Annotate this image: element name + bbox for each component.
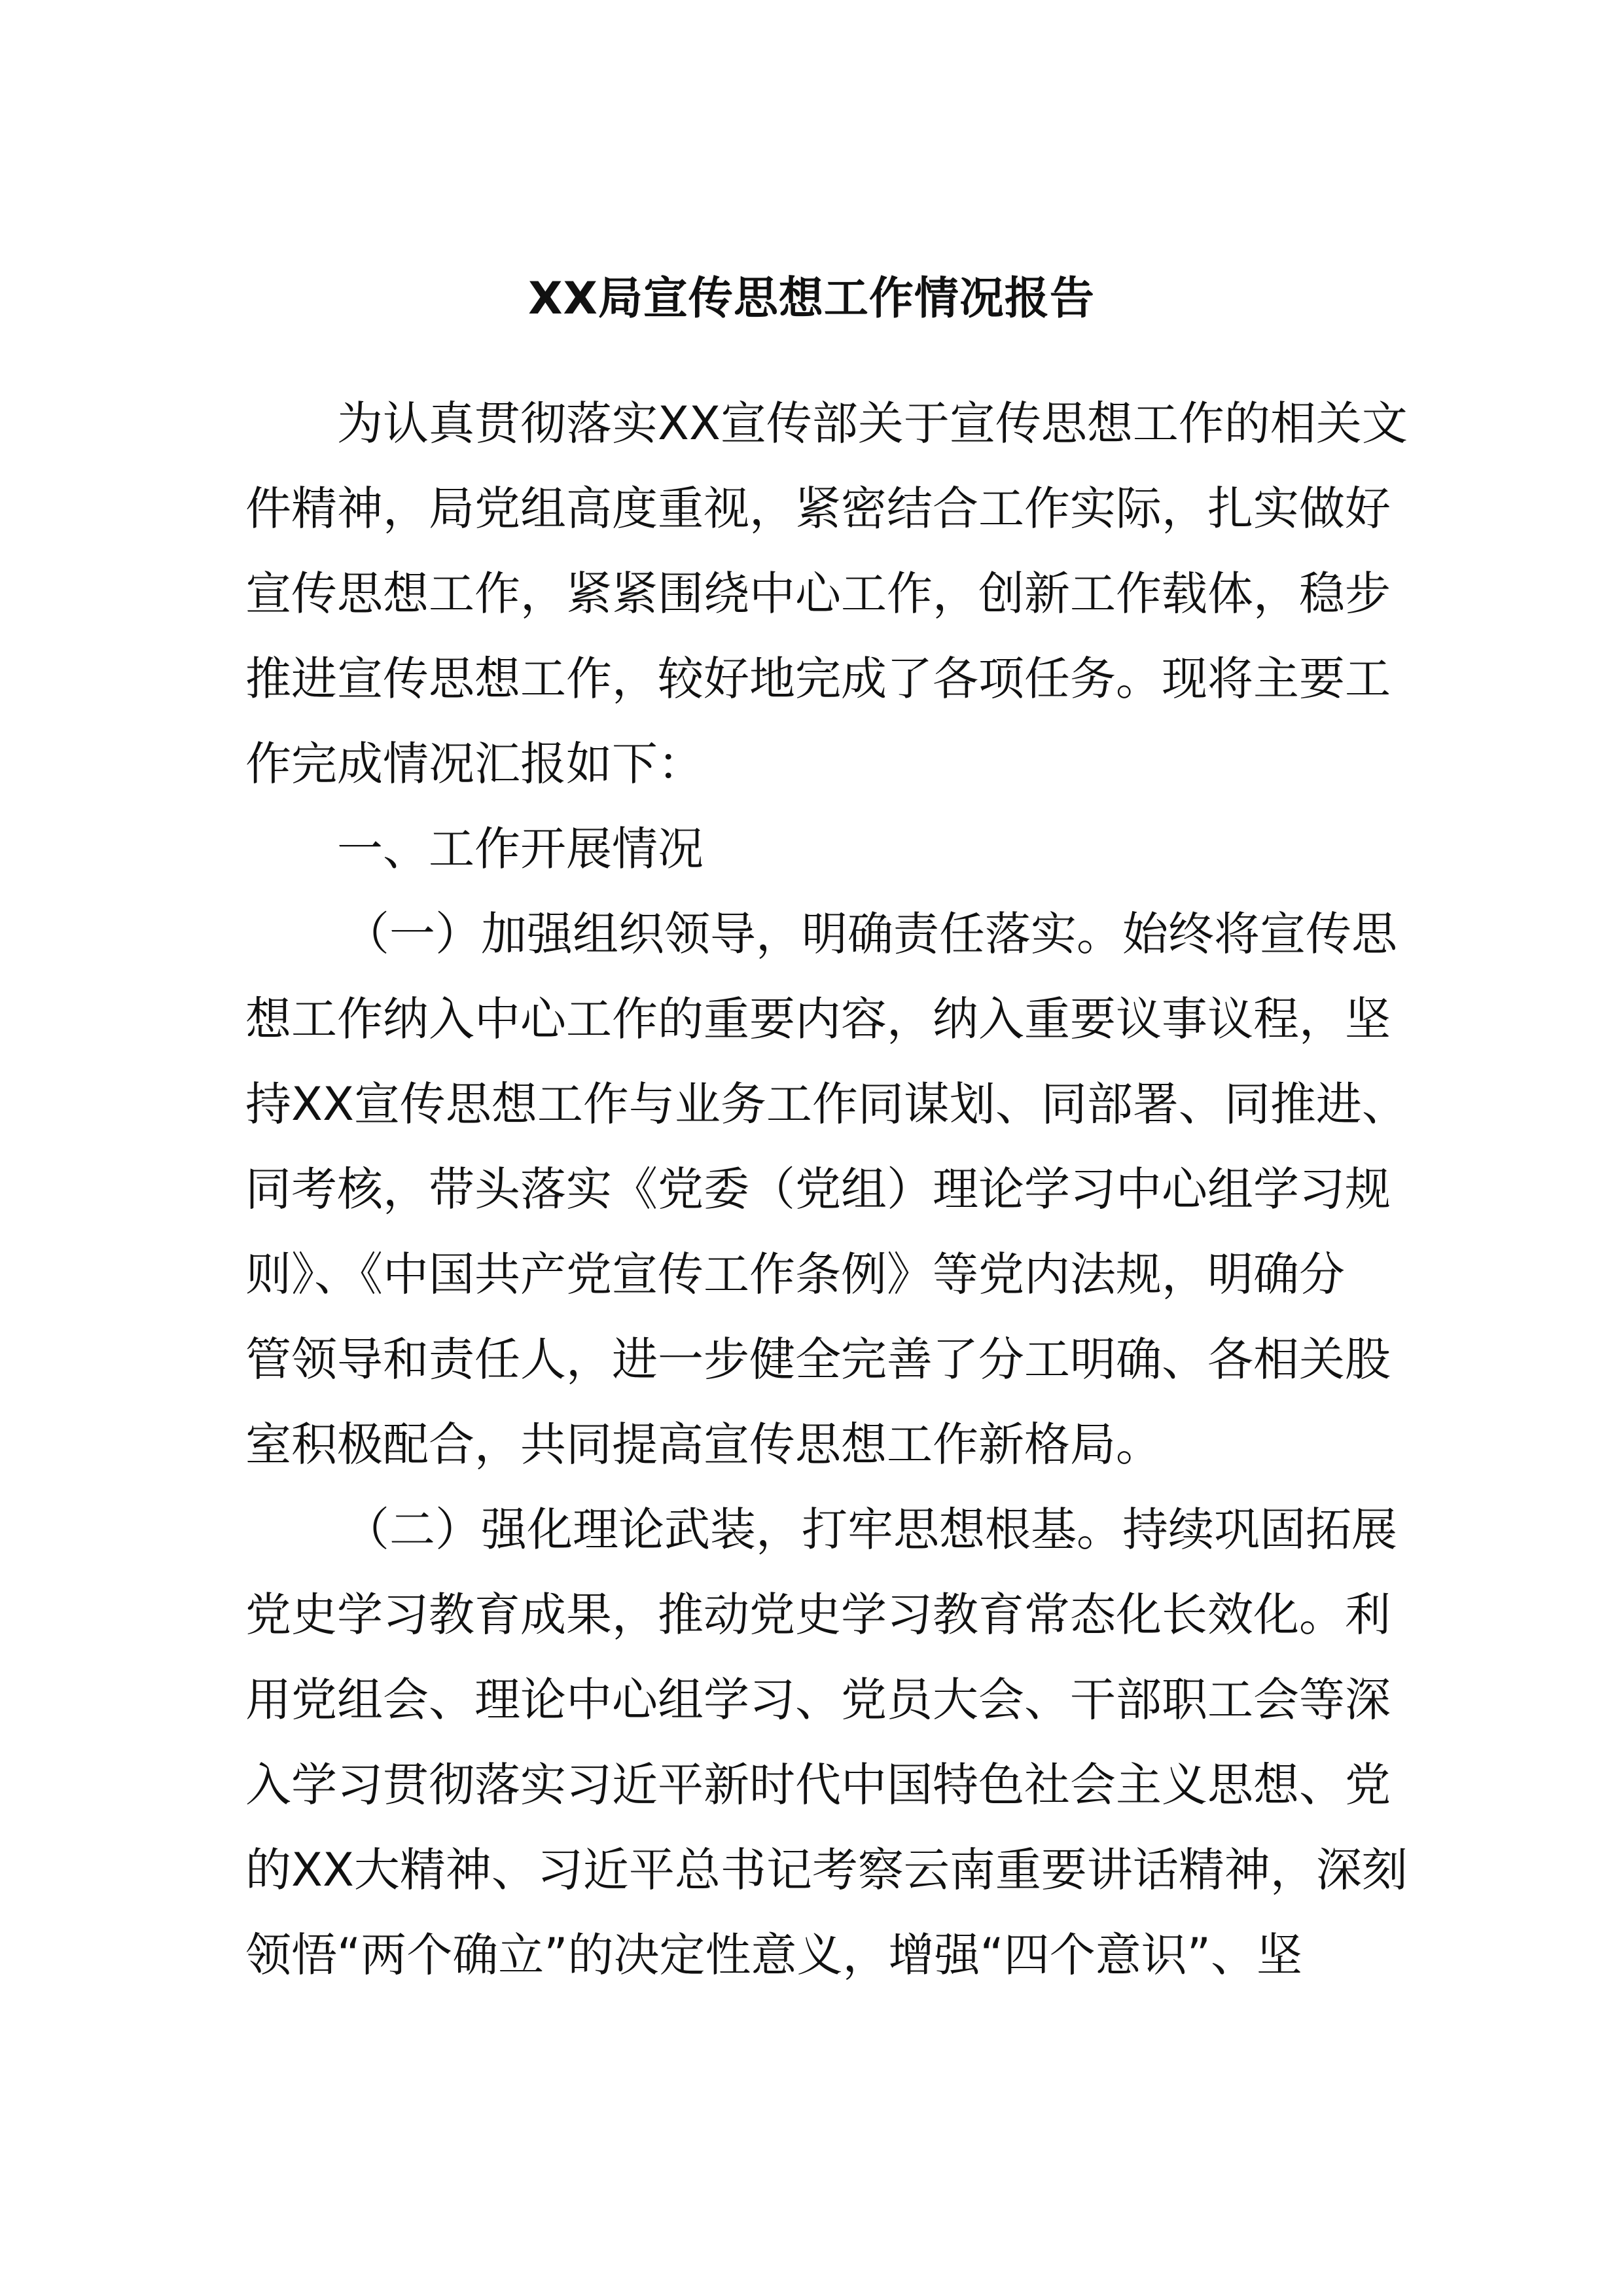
- paragraph-line: 宣传思想工作，紧紧围绕中心工作，创新工作载体，稳步: [245, 567, 1391, 620]
- paragraph-line: 为认真贯彻落实XX宣传部关于宣传思想工作的相关文: [337, 397, 1408, 450]
- paragraph-line: （二）强化理论武装，打牢思想根基。持续巩固拓展: [344, 1503, 1397, 1556]
- paragraph-line: 作完成情况汇报如下：: [245, 737, 704, 791]
- paragraph-line: 用党组会、理论中心组学习、党员大会、干部职工会等深: [245, 1673, 1391, 1727]
- paragraph-line: 党史学习教育成果，推动党史学习教育常态化长效化。利: [245, 1588, 1391, 1641]
- section-heading: 一、工作开展情况: [337, 822, 704, 876]
- paragraph-line: 同考核，带头落实《党委（党组）理论学习中心组学习规: [245, 1162, 1391, 1216]
- paragraph-line: 持XX宣传思想工作与业务工作同谋划、同部署、同推进、: [245, 1077, 1408, 1131]
- paragraph-line: （一）加强组织领导，明确责任落实。始终将宣传思: [344, 907, 1397, 961]
- paragraph-line: 则》、《中国共产党宣传工作条例》等党内法规，明确分: [245, 1247, 1345, 1301]
- paragraph-line: 管领导和责任人，进一步健全完善了分工明确、各相关股: [245, 1333, 1391, 1386]
- paragraph-line: 想工作纳入中心工作的重要内容，纳入重要议事议程，坚: [245, 992, 1391, 1046]
- paragraph-line: 推进宣传思想工作，较好地完成了各项任务。现将主要工: [245, 652, 1391, 706]
- document-title: XX局宣传思想工作情况报告: [528, 273, 1095, 325]
- paragraph-line: 的XX大精神、习近平总书记考察云南重要讲话精神，深刻: [245, 1843, 1408, 1897]
- document-body: [245, 381, 1408, 1998]
- paragraph-line: 室积极配合，共同提高宣传思想工作新格局。: [245, 1418, 1162, 1471]
- paragraph-line: 件精神，局党组高度重视，紧密结合工作实际，扎实做好: [245, 482, 1391, 535]
- paragraph-line: 入学习贯彻落实习近平新时代中国特色社会主义思想、党: [245, 1758, 1391, 1812]
- paragraph-line: 领悟“两个确立”的决定性意义，增强“四个意识”、坚: [245, 1928, 1303, 1982]
